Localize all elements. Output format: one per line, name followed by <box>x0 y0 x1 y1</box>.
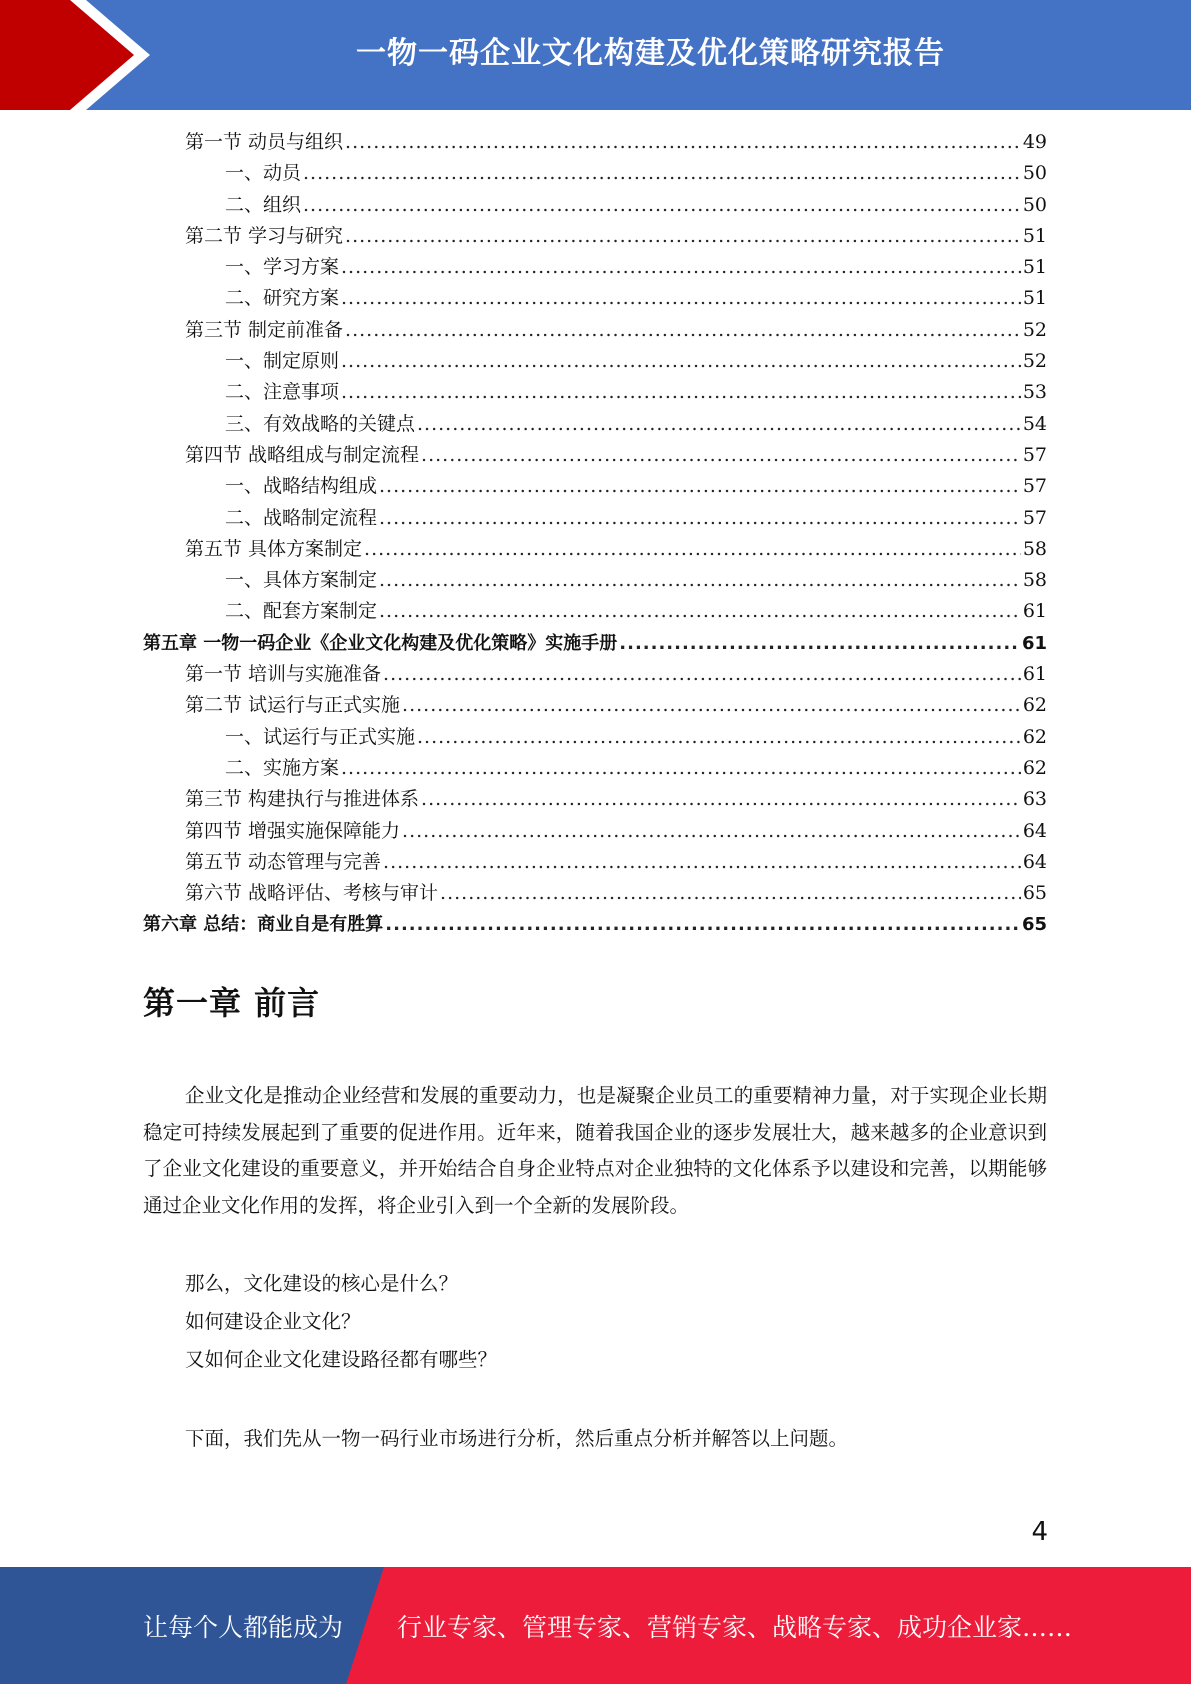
chapter-title: 第一章 前言 <box>143 984 321 1022</box>
question-line: 又如何企业文化建设路径都有哪些？ <box>185 1348 498 1371</box>
table-of-contents <box>143 127 1047 941</box>
toc-entry-page: 58 <box>1022 537 1047 560</box>
toc-entry-label: 一、具体方案制定 <box>225 569 378 592</box>
toc-entry-page: 58 <box>1022 569 1047 592</box>
toc-entry-label: 一、学习方案 <box>225 256 340 279</box>
toc-dot-leader <box>341 377 1021 408</box>
toc-subsection-entry[interactable] <box>143 346 1047 377</box>
toc-chapter-entry[interactable] <box>143 628 1047 659</box>
toc-entry-page: 62 <box>1022 756 1047 779</box>
toc-entry-page: 49 <box>1022 131 1047 153</box>
toc-dot-leader <box>341 753 1021 784</box>
page-footer <box>0 1567 1191 1684</box>
toc-entry-label: 二、注意事项 <box>225 381 340 404</box>
toc-dot-leader <box>417 409 1021 440</box>
toc-entry-page: 63 <box>1022 788 1047 811</box>
toc-subsection-entry[interactable] <box>143 471 1047 502</box>
footer-slogan-right: 行业专家、管理专家、营销专家、战略专家、成功企业家…… <box>397 1612 1073 1642</box>
toc-entry-label: 第三节 构建执行与推进体系 <box>185 788 420 811</box>
toc-entry-label: 二、研究方案 <box>225 287 340 310</box>
toc-entry-label: 一、动员 <box>225 162 302 185</box>
toc-dot-leader <box>421 784 1021 815</box>
toc-entry-page: 62 <box>1022 725 1047 748</box>
toc-entry-label: 二、战略制定流程 <box>225 506 378 529</box>
toc-subsection-entry[interactable] <box>143 158 1047 189</box>
toc-entry-page: 50 <box>1022 162 1047 185</box>
toc-entry-page: 61 <box>1021 632 1047 654</box>
toc-dot-leader <box>341 346 1021 377</box>
toc-section-entry[interactable] <box>143 315 1047 346</box>
toc-entry-label: 二、组织 <box>225 193 302 216</box>
toc-entry-label: 第六章 总结：商业自是有胜算 <box>143 914 384 936</box>
toc-dot-leader <box>619 628 1020 659</box>
toc-entry-label: 第二节 学习与研究 <box>185 224 344 247</box>
toc-entry-page: 62 <box>1022 694 1047 717</box>
toc-section-entry[interactable] <box>143 816 1047 847</box>
toc-entry-page: 61 <box>1022 600 1047 623</box>
toc-dot-leader <box>417 722 1021 753</box>
toc-entry-page: 64 <box>1022 850 1047 873</box>
toc-entry-page: 53 <box>1022 381 1047 404</box>
toc-section-entry[interactable] <box>143 440 1047 471</box>
toc-section-entry[interactable] <box>143 878 1047 909</box>
toc-subsection-entry[interactable] <box>143 565 1047 596</box>
toc-subsection-entry[interactable] <box>143 753 1047 784</box>
toc-dot-leader <box>421 440 1021 471</box>
toc-entry-label: 第六节 战略评估、考核与审计 <box>185 882 439 905</box>
toc-entry-label: 一、试运行与正式实施 <box>225 725 416 748</box>
toc-section-entry[interactable] <box>143 847 1047 878</box>
toc-entry-page: 51 <box>1022 287 1047 310</box>
toc-subsection-entry[interactable] <box>143 722 1047 753</box>
toc-section-entry[interactable] <box>143 221 1047 252</box>
toc-entry-label: 第五节 动态管理与完善 <box>185 850 382 873</box>
toc-dot-leader <box>303 190 1021 221</box>
toc-entry-page: 64 <box>1022 819 1047 842</box>
toc-section-entry[interactable] <box>143 127 1047 158</box>
toc-dot-leader <box>379 565 1021 596</box>
toc-subsection-entry[interactable] <box>143 409 1047 440</box>
toc-section-entry[interactable] <box>143 690 1047 721</box>
toc-dot-leader <box>345 315 1021 346</box>
toc-entry-label: 二、配套方案制定 <box>225 600 378 623</box>
toc-entry-label: 三、有效战略的关键点 <box>225 412 416 435</box>
toc-entry-page: 50 <box>1022 193 1047 216</box>
toc-subsection-entry[interactable] <box>143 190 1047 221</box>
toc-entry-page: 57 <box>1022 443 1047 466</box>
toc-dot-leader <box>345 221 1021 252</box>
toc-subsection-entry[interactable] <box>143 503 1047 534</box>
toc-entry-label: 第四节 战略组成与制定流程 <box>185 443 420 466</box>
toc-section-entry[interactable] <box>143 784 1047 815</box>
toc-subsection-entry[interactable] <box>143 252 1047 283</box>
toc-entry-page: 51 <box>1022 256 1047 279</box>
question-line: 那么，文化建设的核心是什么？ <box>185 1272 459 1295</box>
question-list <box>185 1265 497 1379</box>
toc-subsection-entry[interactable] <box>143 596 1047 627</box>
toc-entry-label: 第一节 培训与实施准备 <box>185 663 382 686</box>
toc-entry-label: 一、战略结构组成 <box>225 475 378 498</box>
page-number: 4 <box>1031 1517 1048 1547</box>
toc-chapter-entry[interactable] <box>143 909 1047 940</box>
toc-entry-page: 52 <box>1022 350 1047 373</box>
intro-paragraph: 企业文化是推动企业经营和发展的重要动力，也是凝聚企业员工的重要精神力量，对于实现企业长期稳定可持续发展起到了重要的促进作用。近年来，随着我国企业的逐步发展壮大，越来越多的企业意识到了企业文化建设的重要意义，并开始结合自身企业特点对企业独特的文化体系予以建设和完善，以期能够通过企业文化作用的发挥，将企业引入到一个全新的发展阶段。 <box>143 1084 1047 1217</box>
toc-dot-leader <box>379 596 1021 627</box>
question-line: 如何建设企业文化？ <box>185 1310 361 1333</box>
toc-entry-label: 第五节 具体方案制定 <box>185 537 363 560</box>
toc-dot-leader <box>440 878 1021 909</box>
toc-entry-label: 第五章 一物一码企业《企业文化构建及优化策略》实施手册 <box>143 632 618 654</box>
toc-entry-page: 61 <box>1022 663 1047 686</box>
toc-dot-leader <box>379 503 1021 534</box>
toc-entry-page: 65 <box>1022 882 1047 905</box>
toc-entry-label: 第二节 试运行与正式实施 <box>185 694 401 717</box>
toc-subsection-entry[interactable] <box>143 283 1047 314</box>
toc-dot-leader <box>341 283 1021 314</box>
page-header <box>0 0 1191 110</box>
document-title: 一物一码企业文化构建及优化策略研究报告 <box>356 36 945 71</box>
toc-dot-leader <box>341 252 1021 283</box>
toc-dot-leader <box>402 690 1021 721</box>
toc-entry-page: 57 <box>1022 475 1047 498</box>
toc-subsection-entry[interactable] <box>143 377 1047 408</box>
toc-entry-page: 57 <box>1022 506 1047 529</box>
toc-entry-label: 二、实施方案 <box>225 756 340 779</box>
toc-section-entry[interactable] <box>143 534 1047 565</box>
toc-dot-leader <box>385 909 1020 940</box>
toc-dot-leader <box>379 471 1021 502</box>
toc-dot-leader <box>383 847 1021 878</box>
toc-entry-page: 51 <box>1022 224 1047 247</box>
toc-entry-page: 65 <box>1021 914 1047 936</box>
toc-entry-label: 第三节 制定前准备 <box>185 318 344 341</box>
toc-entry-page: 52 <box>1022 318 1047 341</box>
toc-dot-leader <box>364 534 1021 565</box>
footer-slogan-left: 让每个人都能成为 <box>143 1612 344 1642</box>
closing-paragraph: 下面，我们先从一物一码行业市场进行分析，然后重点分析并解答以上问题。 <box>185 1427 849 1450</box>
toc-entry-page: 54 <box>1022 412 1047 435</box>
toc-entry-label: 第一节 动员与组织 <box>185 131 344 153</box>
toc-section-entry[interactable] <box>143 659 1047 690</box>
toc-dot-leader <box>383 659 1021 690</box>
toc-dot-leader <box>345 127 1021 158</box>
toc-dot-leader <box>402 816 1021 847</box>
toc-dot-leader <box>303 158 1021 189</box>
toc-entry-label: 第四节 增强实施保障能力 <box>185 819 401 842</box>
toc-entry-label: 一、制定原则 <box>225 350 340 373</box>
